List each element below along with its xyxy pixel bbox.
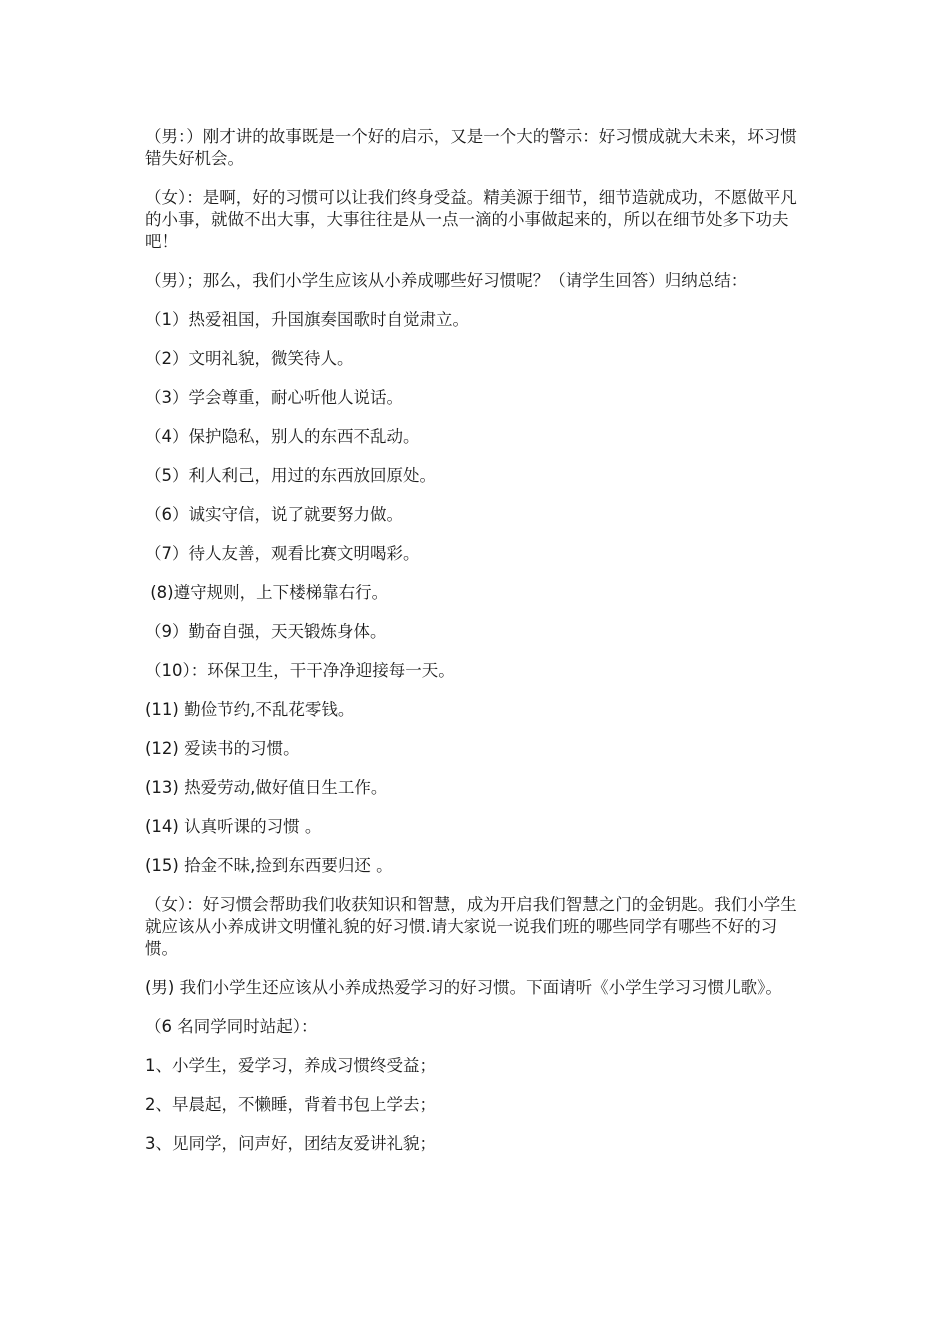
list-item-habit-2: （2）文明礼貌，微笑待人。 <box>145 349 354 368</box>
list-item-habit-8: (8)遵守规则，上下楼梯靠右行。 <box>145 583 389 602</box>
song-line-1: 1、小学生，爱学习，养成习惯终受益； <box>145 1056 436 1075</box>
list-item-habit-10: （10）：环保卫生，干干净净迎接每一天。 <box>145 661 455 680</box>
list-item-habit-1: （1）热爱祖国，升国旗奏国歌时自觉肃立。 <box>145 310 469 329</box>
paragraph-male-story-comment: （男：）刚才讲的故事既是一个好的启示，又是一个大的警示：好习惯成就大未来，坏习惯错失好机会。 <box>145 127 797 168</box>
list-item-habit-15: (15) 拾金不昧,捡到东西要归还 。 <box>145 856 393 875</box>
list-item-habit-14: (14) 认真听课的习惯 。 <box>145 817 322 836</box>
list-item-habit-12: (12) 爱读书的习惯。 <box>145 739 300 758</box>
paragraph-female-details: （女）：是啊，好的习惯可以让我们终身受益。精美源于细节，细节造就成功，不愿做平凡的小事，就做不出大事，大事往往是从一点一滴的小事做起来的，所以在细节处多下功夫吧！ <box>145 188 797 251</box>
list-item-habit-5: （5）利人利己，用过的东西放回原处。 <box>145 466 436 485</box>
document-page <box>145 126 805 1172</box>
list-item-habit-9: （9）勤奋自强，天天锻炼身体。 <box>145 622 387 641</box>
paragraph-male-song-intro: (男) 我们小学生还应该从小养成热爱学习的好习惯。下面请听《小学生学习习惯儿歌》。 <box>145 978 782 997</box>
list-item-habit-6: （6）诚实守信，说了就要努力做。 <box>145 505 403 524</box>
paragraph-students-stand: （6 名同学同时站起）： <box>145 1017 318 1036</box>
list-item-habit-4: （4）保护隐私，别人的东西不乱动。 <box>145 427 420 446</box>
list-item-habit-3: （3）学会尊重，耐心听他人说话。 <box>145 388 403 407</box>
song-line-3: 3、见同学，问声好，团结友爱讲礼貌； <box>145 1134 436 1153</box>
list-item-habit-13: (13) 热爱劳动,做好值日生工作。 <box>145 778 388 797</box>
paragraph-male-question: （男）；那么，我们小学生应该从小养成哪些好习惯呢？（请学生回答）归纳总结： <box>145 271 748 290</box>
paragraph-female-summary: （女）：好习惯会帮助我们收获知识和智慧，成为开启我们智慧之门的金钥匙。我们小学生就应该从小养成讲文明懂礼貌的好习惯.请大家说一说我们班的哪些同学有哪些不好的习惯。 <box>145 895 797 958</box>
list-item-habit-11: (11) 勤俭节约,不乱花零钱。 <box>145 700 355 719</box>
song-line-2: 2、早晨起，不懒睡，背着书包上学去； <box>145 1095 436 1114</box>
list-item-habit-7: （7）待人友善，观看比赛文明喝彩。 <box>145 544 420 563</box>
